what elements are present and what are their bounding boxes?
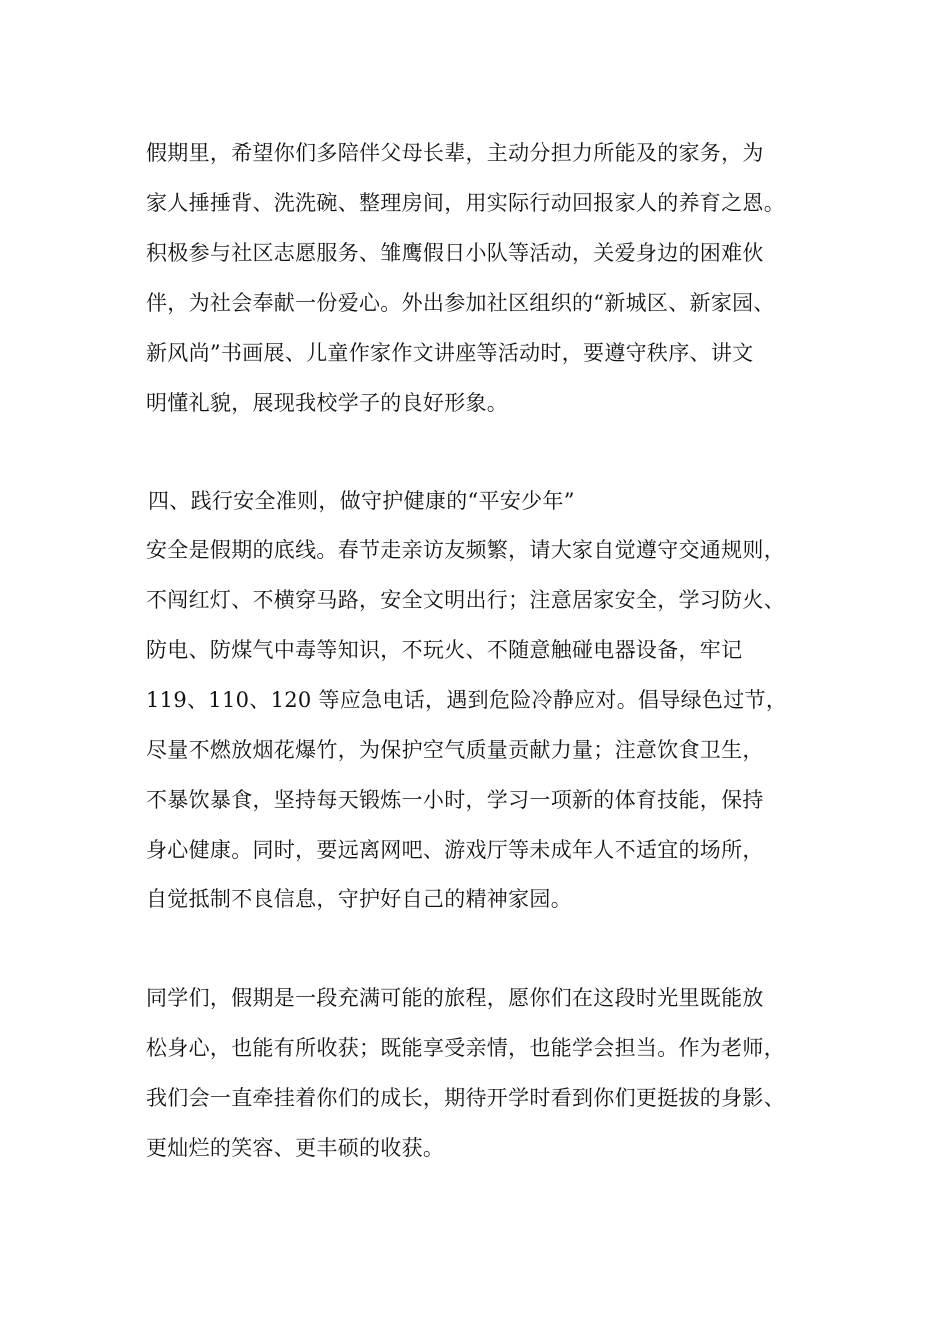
paragraph-family-line: 假期里，希望你们多陪伴父母长辈，主动分担力所能及的家务，为 bbox=[146, 141, 764, 165]
paragraph-safety-line: 119、110、120 等应急电话，遇到危险冷静应对。倡导绿色过节， bbox=[146, 688, 788, 712]
paragraph-safety-line: 不闯红灯、不横穿马路，安全文明出行；注意居家安全，学习防火、 bbox=[146, 588, 785, 612]
paragraph-safety-line: 不暴饮暴食，坚持每天锻炼一小时，学习一项新的体育技能，保持 bbox=[146, 788, 764, 812]
paragraph-safety-line: 尽量不燃放烟花爆竹，为保护空气质量贡献力量；注意饮食卫生， bbox=[146, 738, 764, 762]
paragraph-closing-line: 松身心，也能有所收获；既能享受亲情，也能学会担当。作为老师， bbox=[146, 1036, 785, 1060]
paragraph-safety-line: 安全是假期的底线。春节走亲访友频繁，请大家自觉遵守交通规则， bbox=[146, 538, 785, 562]
paragraph-safety-line: 防电、防煤气中毒等知识，不玩火、不随意触碰电器设备，牢记 bbox=[146, 638, 743, 662]
paragraph-closing-line: 更灿烂的笑容、更丰硕的收获。 bbox=[146, 1136, 445, 1160]
paragraph-family-line: 积极参与社区志愿服务、雏鹰假日小队等活动，关爱身边的困难伙 bbox=[146, 241, 764, 265]
paragraph-closing-line: 同学们，假期是一段充满可能的旅程，愿你们在这段时光里既能放 bbox=[146, 986, 764, 1010]
paragraph-closing-line: 我们会一直牵挂着你们的成长，期待开学时看到你们更挺拔的身影、 bbox=[146, 1086, 785, 1110]
paragraph-family-line: 伴，为社会奉献一份爱心。外出参加社区组织的“新城区、新家园、 bbox=[146, 291, 775, 315]
paragraph-safety-line: 自觉抵制不良信息，守护好自己的精神家园。 bbox=[146, 887, 572, 911]
section-heading: 四、践行安全准则，做守护健康的“平安少年” bbox=[148, 489, 575, 513]
paragraph-family-line: 明懂礼貌，展现我校学子的良好形象。 bbox=[146, 391, 509, 415]
paragraph-family-line: 新风尚”书画展、儿童作家作文讲座等活动时，要遵守秩序、讲文 bbox=[146, 341, 754, 365]
paragraph-family-line: 家人捶捶背、洗洗碗、整理房间，用实际行动回报家人的养育之恩。 bbox=[146, 191, 785, 215]
paragraph-safety-line: 身心健康。同时，要远离网吧、游戏厅等未成年人不适宜的场所， bbox=[146, 838, 764, 862]
